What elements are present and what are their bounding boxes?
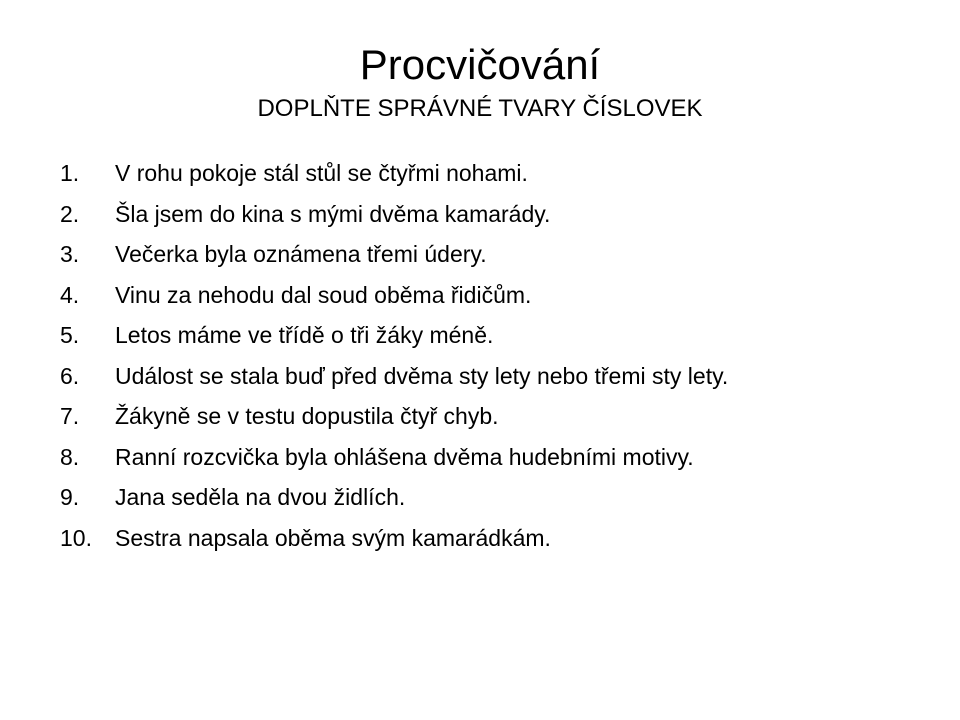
item-number: 1. bbox=[60, 160, 80, 186]
slide-subtitle: DOPLŇTE SPRÁVNÉ TVARY ČÍSLOVEK bbox=[257, 95, 703, 122]
item-text: V rohu pokoje stál stůl se čtyřmi nohami. bbox=[115, 160, 528, 186]
item-number: 6. bbox=[60, 362, 80, 389]
exercise-list bbox=[60, 158, 940, 563]
list-item bbox=[60, 239, 940, 269]
item-number: 9. bbox=[60, 484, 80, 510]
item-text: Žákyně se v testu dopustila čtyř chyb. bbox=[115, 403, 499, 429]
list-item bbox=[60, 482, 940, 512]
item-text: Sestra napsala oběma svým kamarádkám. bbox=[115, 524, 551, 551]
slide-title: Procvičování bbox=[359, 41, 601, 88]
item-number: 2. bbox=[60, 200, 80, 227]
item-number: 5. bbox=[60, 322, 80, 348]
item-text: Ranní rozcvička byla ohlášena dvěma hudebními motivy. bbox=[115, 443, 694, 470]
list-item bbox=[60, 361, 940, 391]
item-number: 7. bbox=[60, 403, 80, 429]
list-item bbox=[60, 401, 940, 431]
item-text: Letos máme ve třídě o tři žáky méně. bbox=[115, 322, 494, 348]
item-text: Vinu za nehodu dal soud oběma řidičům. bbox=[115, 281, 532, 308]
item-number: 4. bbox=[60, 281, 80, 308]
list-item bbox=[60, 158, 940, 188]
list-item bbox=[60, 442, 940, 472]
item-text: Jana seděla na dvou židlích. bbox=[115, 484, 406, 510]
item-number: 8. bbox=[60, 443, 80, 470]
item-number: 10. bbox=[60, 524, 92, 551]
list-item bbox=[60, 523, 940, 553]
list-item bbox=[60, 320, 940, 350]
list-item bbox=[60, 199, 940, 229]
item-number: 3. bbox=[60, 241, 80, 267]
title-block bbox=[0, 40, 960, 124]
list-item bbox=[60, 280, 940, 310]
item-text: Šla jsem do kina s mými dvěma kamarády. bbox=[115, 200, 551, 227]
item-text: Večerka byla oznámena třemi údery. bbox=[115, 241, 487, 267]
item-text: Událost se stala buď před dvěma sty lety nebo třemi sty lety. bbox=[115, 362, 729, 389]
